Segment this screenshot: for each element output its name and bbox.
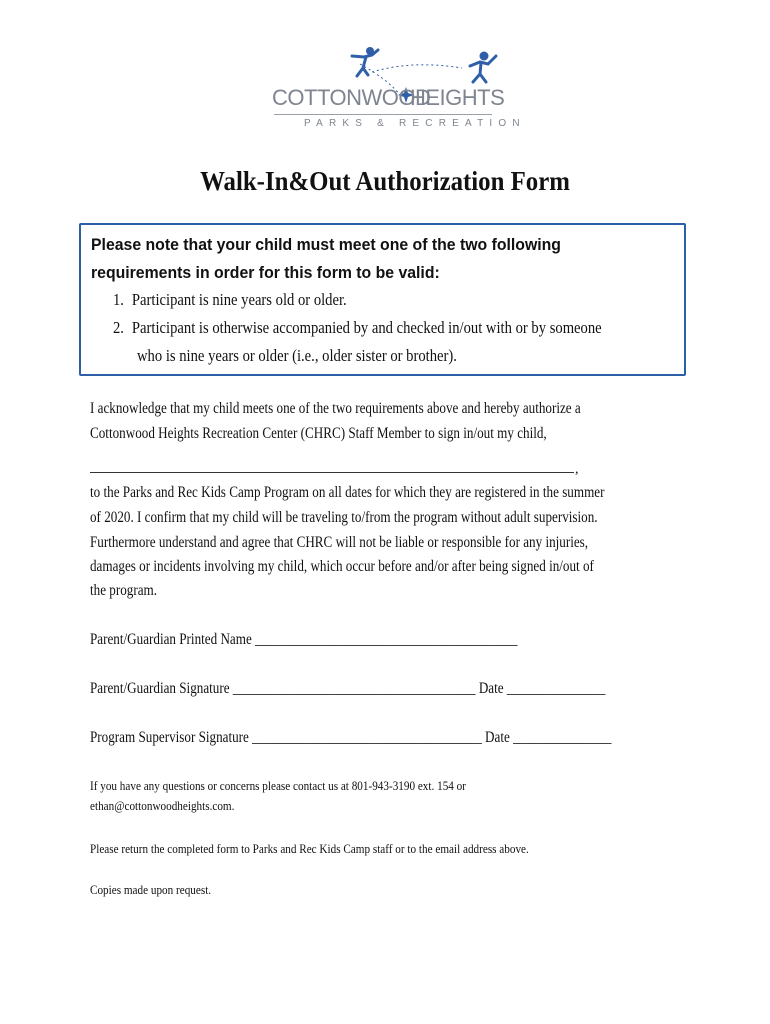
terms-line-2: of 2020. I confirm that my child will be traveling to/from the program without adult supervision. [90, 509, 598, 526]
form-title: Walk-In&Out Authorization Form [200, 166, 570, 196]
notice-line-2: requirements in order for this form to be valid: [91, 263, 440, 282]
requirement-item [113, 290, 347, 310]
requirement-number: 2. [113, 318, 124, 337]
logo-divider [274, 114, 492, 115]
terms-line-3: Furthermore understand and agree that CHRC will not be liable or responsible for any injuries, [90, 534, 589, 551]
requirement-item [113, 318, 602, 338]
contact-email: ethan@cottonwoodheights.com. [90, 798, 235, 813]
requirement-text: Participant is otherwise accompanied by and checked in/out with or by someone [131, 318, 602, 337]
logo-word-heights: HEIGHTS [410, 85, 505, 110]
logo-subtitle: PARKS & RECREATION [304, 118, 526, 129]
acknowledgement-line-2: Cottonwood Heights Recreation Center (CHRC) Staff Member to sign in/out my child, [90, 425, 547, 442]
return-note: Please return the completed form to Parks and Rec Kids Camp staff or to the email address above. [90, 841, 529, 856]
notice-line-1: Please note that your child must meet one of the two following [91, 235, 561, 254]
child-name-field[interactable] [90, 472, 574, 473]
copies-note: Copies made upon request. [90, 882, 212, 897]
requirement-continuation: who is nine years or older (i.e., older sister or brother). [137, 346, 457, 365]
requirement-text: Participant is nine years old or older. [131, 290, 347, 309]
requirements-notice-box [79, 223, 686, 376]
child-name-comma: , [575, 462, 579, 477]
terms-line-1: to the Parks and Rec Kids Camp Program on all dates for which they are registered in the summer [90, 484, 605, 501]
acknowledgement-line-1: I acknowledge that my child meets one of the two requirements above and hereby authorize a [90, 400, 581, 417]
supervisor-signature-field[interactable]: Program Supervisor Signature ___________________________________ Date _______________ [90, 729, 612, 746]
cottonwood-heights-logo [262, 42, 526, 134]
requirement-number: 1. [113, 290, 124, 309]
logo-wordmark [272, 85, 505, 111]
guardian-signature-field[interactable]: Parent/Guardian Signature _____________________________________ Date _______________ [90, 680, 606, 697]
printed-name-field[interactable]: Parent/Guardian Printed Name ________________________________________ [90, 631, 518, 648]
logo-word-cottonwood: COTTONWOOD [272, 85, 431, 110]
terms-line-5: the program. [90, 582, 158, 599]
contact-line-1: If you have any questions or concerns please contact us at 801-943-3190 ext. 154 or [90, 778, 466, 793]
terms-line-4: damages or incidents involving my child, which occur before and/or after being signed in/out of [90, 558, 594, 575]
